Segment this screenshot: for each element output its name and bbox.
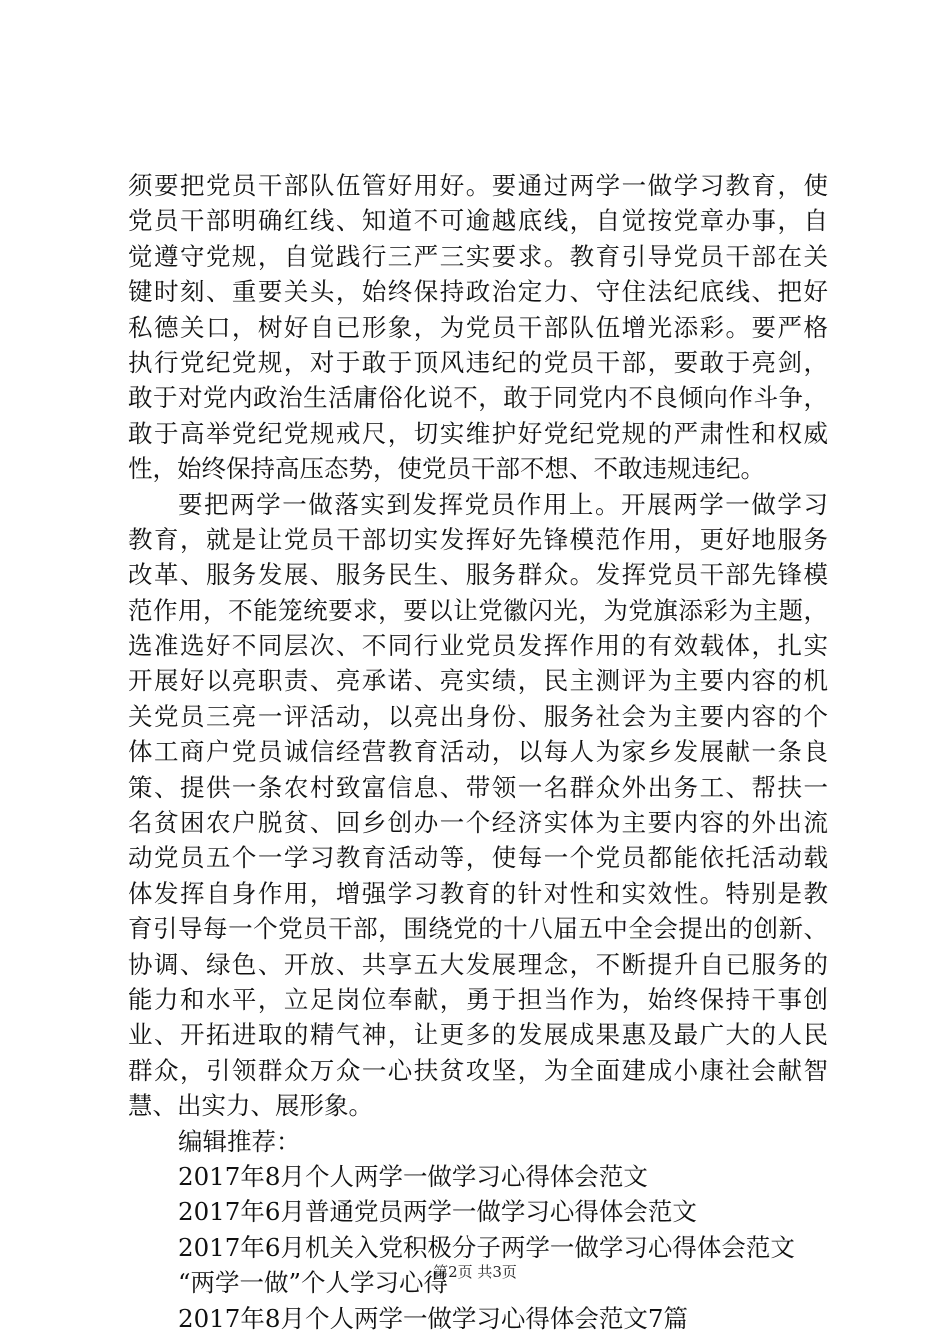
paragraph-line: 改革、服务发展、服务民生、服务群众。发挥党员干部先锋模 — [128, 560, 828, 590]
recommend-section — [128, 1124, 828, 1336]
paragraph-line: 键时刻、重要关头，始终保持政治定力、守住法纪底线、把好 — [128, 277, 828, 307]
paragraph-2 — [128, 487, 828, 1124]
paragraph-line: 要把两学一做落实到发挥党员作用上。开展两学一做学习 — [178, 489, 828, 519]
paragraph-line: 敢于高举党纪党规戒尺，切实维护好党纪党规的严肃性和权威 — [128, 418, 828, 448]
paragraph-line: 敢于对党内政治生活庸俗化说不，敢于同党内不良倾向作斗争， — [128, 383, 828, 413]
paragraph-line: 名贫困农户脱贫、回乡创办一个经济实体为主要内容的外出流 — [128, 808, 828, 838]
paragraph-line: 选准选好不同层次、不同行业党员发挥作用的有效载体，扎实 — [128, 631, 828, 661]
paragraph-line: 群众，引领群众万众一心扶贫攻坚，为全面建成小康社会献智 — [128, 1055, 828, 1085]
paragraph-line: 体发挥自身作用，增强学习教育的针对性和实效性。特别是教 — [128, 878, 828, 908]
paragraph-line: 范作用，不能笼统要求，要以让党徽闪光，为党旗添彩为主题， — [128, 595, 828, 625]
paragraph-line: 业、开拓进取的精气神，让更多的发展成果惠及最广大的人民 — [128, 1020, 828, 1050]
paragraph-line: 慧、出实力、展形象。 — [128, 1091, 373, 1121]
recommend-heading: 编辑推荐： — [178, 1126, 301, 1156]
recommend-link[interactable]: 2017年6月机关入党积极分子两学一做学习心得体会范文 — [178, 1232, 795, 1262]
paragraph-line: 策、提供一条农村致富信息、带领一名群众外出务工、帮扶一 — [128, 772, 828, 802]
paragraph-line: 执行党纪党规，对于敢于顶风违纪的党员干部，要敢于亮剑， — [128, 347, 828, 377]
paragraph-line: 体工商户党员诚信经营教育活动，以每人为家乡发展献一条良 — [128, 737, 828, 767]
recommend-link[interactable]: 2017年8月个人两学一做学习心得体会范文 — [178, 1161, 648, 1191]
recommend-link[interactable]: “两学一做”个人学习心得 — [178, 1268, 449, 1298]
paragraph-line: 动党员五个一学习教育活动等，使每一个党员都能依托活动载 — [128, 843, 828, 873]
paragraph-line: 关党员三亮一评活动，以亮出身份、服务社会为主要内容的个 — [128, 701, 828, 731]
document-body — [128, 168, 828, 1336]
paragraph-line: 须要把党员干部队伍管好用好。要通过两学一做学习教育，使 — [128, 171, 828, 200]
paragraph-line: 能力和水平，立足岗位奉献，勇于担当作为，始终保持干事创 — [128, 984, 828, 1014]
paragraph-line: 党员干部明确红线、知道不可逾越底线，自觉按党章办事，自 — [128, 206, 828, 236]
paragraph-line: 私德关口，树好自已形象，为党员干部队伍增光添彩。要严格 — [128, 312, 828, 342]
paragraph-line: 协调、绿色、开放、共享五大发展理念，不断提升自已服务的 — [128, 949, 828, 979]
page-indicator: 第2页 共3页 — [433, 1263, 517, 1281]
paragraph-line: 育引导每一个党员干部，围绕党的十八届五中全会提出的创新、 — [128, 914, 828, 944]
recommend-link[interactable]: 2017年8月个人两学一做学习心得体会范文7篇 — [178, 1303, 689, 1333]
recommend-link[interactable]: 2017年6月普通党员两学一做学习心得体会范文 — [178, 1197, 697, 1227]
paragraph-line: 开展好以亮职责、亮承诺、亮实绩，民主测评为主要内容的机 — [128, 666, 828, 696]
paragraph-1 — [128, 168, 828, 487]
paragraph-line: 性，始终保持高压态势，使党员干部不想、不敢违规违纪。 — [128, 454, 765, 484]
paragraph-line: 教育，就是让党员干部切实发挥好先锋模范作用，更好地服务 — [128, 524, 828, 554]
paragraph-line: 觉遵守党规，自觉践行三严三实要求。教育引导党员干部在关 — [128, 241, 828, 271]
